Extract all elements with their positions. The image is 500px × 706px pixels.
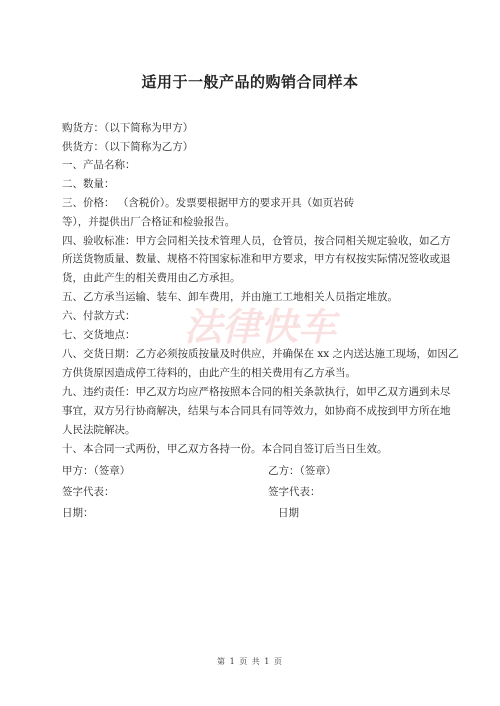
clause-8-line-1: 八、交货日期：乙方必须按质按量及时供应，并确保在 xx 之内送达施工现场，如因乙	[62, 348, 459, 360]
party-a-date: 日期：	[62, 507, 94, 519]
clause-3-line-2: 等），并提供出厂合格证和检验报告。	[62, 216, 236, 228]
party-b-date: 日期	[278, 507, 299, 519]
clause-3-line-1: 三、价格： （含税价）。发票要根据甲方的要求开具（如页岩砖	[62, 197, 355, 209]
seller-line: 供货方：（以下简称为乙方）	[62, 141, 194, 153]
watermark-logo	[150, 298, 370, 353]
watermark-text: 法律快车	[183, 305, 337, 349]
clause-7: 七、交货地点：	[62, 329, 136, 341]
clause-2: 二、数量：	[62, 178, 115, 190]
clause-5: 五、乙方承当运输、装车、卸车费用，并由施工工地相关人员指定堆放。	[62, 291, 398, 303]
clause-9-line-1: 九、违约责任：甲乙双方均应严格按照本合同的相关条款执行，如甲乙双方遇到未尽	[62, 386, 451, 398]
clause-4-line-3: 货，由此产生的相关费用由乙方承担。	[62, 272, 241, 284]
clause-9-line-3: 人民法院解决。	[62, 424, 136, 436]
clause-10: 十、本合同一式两份，甲乙双方各持一份。本合同自签订后当日生效。	[62, 443, 388, 455]
party-a-seal: 甲方：（签章）	[62, 465, 131, 477]
party-b-representative: 签字代表：	[268, 486, 321, 498]
buyer-line: 购货方：（以下简称为甲方）	[62, 122, 194, 134]
clause-4-line-2: 所送货物质量、数量、规格不符国家标准和甲方要求，甲方有权按实际情况签收或退	[62, 253, 451, 265]
clause-9-line-2: 事宜，双方另行协商解决，结果与本合同具有同等效力，如协商不成按到甲方所在地	[62, 405, 451, 417]
page-footer: 第 1 页 共 1 页	[217, 657, 283, 666]
clause-4-line-1: 四、验收标准：甲方会同相关技术管理人员，仓管员，按合同相关规定验收，如乙方	[62, 235, 451, 247]
clause-1: 一、产品名称：	[62, 159, 136, 171]
page-title: 适用于一般产品的购销合同样本	[141, 73, 359, 91]
clause-6: 六、付款方式：	[62, 310, 136, 322]
party-a-representative: 签字代表：	[62, 486, 115, 498]
clause-8-line-2: 方供货原因造成停工待料的，由此产生的相关费用有乙方承当。	[62, 367, 356, 379]
party-b-seal: 乙方：（签章）	[268, 465, 337, 477]
